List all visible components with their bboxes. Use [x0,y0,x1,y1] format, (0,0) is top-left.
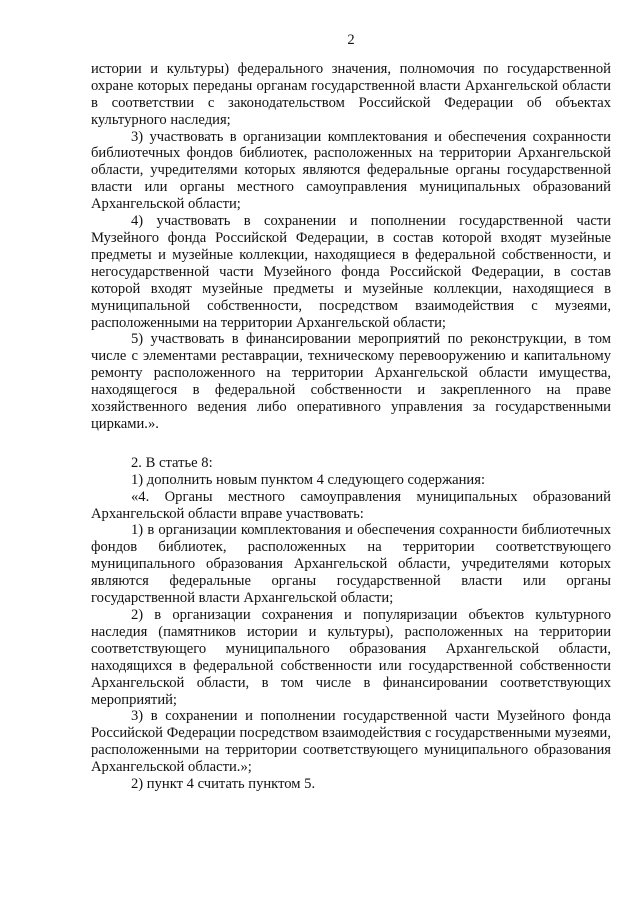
article-8-heading: 2. В статье 8: [131,454,213,471]
amendment-item-1: 1) дополнить новым пунктом 4 следующего содержания: [131,471,486,488]
clause-4-item-2: 2) в организации сохранения и популяризации объектов культурного наследия (памятников истории и культуры), расположенных на территории соответствующего муниципального образования Архангельской области, находящихся в федеральной собственности или государственной собственности Архангельской области, в том числе в финансировании соответствующих мероприятий; [91,607,611,708]
paragraph: истории и культуры) федерального значения, полномочия по государственной охране которых переданы органам государственной власти Архангельской области в соответствии с законодательством Российской Федерации об объектах культурного наследия; [91,60,611,128]
clause-4-item-1: 1) в организации комплектования и обеспечения сохранности библиотечных фондов библиотек, расположенных на территории соответствующего муниципального образования Архангельской области, учредителями которых являются федеральные органы государственной власти или органы государственной власти Архангельской области; [91,522,611,607]
amendment-item-2: 2) пункт 4 считать пунктом 5. [131,776,316,793]
quoted-clause-4: «4. Органы местного самоуправления муниципальных образований Архангельской области вправе участвовать: [91,488,611,522]
clause-4-item-3: 3) в сохранении и пополнении государственной части Музейного фонда Российской Федерации посредством взаимодействия с государственными музеями, расположенными на территории соответствующего муниципального образования Архангельской области.»; [91,708,611,776]
list-item-5: 5) участвовать в финансировании мероприятий по реконструкции, в том числе с элементами реставрации, техническому перевооружению и капитальному ремонту расположенного на территории Архангельской области имущества, находящегося в федеральной собственности и закрепленного на праве хозяйственного ведения либо оперативного управления за государственными цирками.». [91,331,611,432]
page-number: 2 [347,32,355,48]
list-item-3: 3) участвовать в организации комплектования и обеспечения сохранности библиотечных фондов библиотек, расположенных на территории Архангельской области, учредителями которых являются федеральные органы государственной власти или органы местного самоуправления муниципальных образований Архангельской области; [91,128,611,213]
document-page [91,32,611,793]
list-item-4: 4) участвовать в сохранении и пополнении государственной части Музейного фонда Российской Федерации, в состав которой входят музейные предметы и музейные коллекции, находящиеся в федеральной собственности, и негосударственной части Музейного фонда Российской Федерации, в состав которой входят музейные предметы и музейные коллекции, находящиеся в муниципальной собственности, посредством взаимодействия с музеями, расположенными на территории Архангельской области; [91,213,611,331]
section-gap [91,433,611,455]
